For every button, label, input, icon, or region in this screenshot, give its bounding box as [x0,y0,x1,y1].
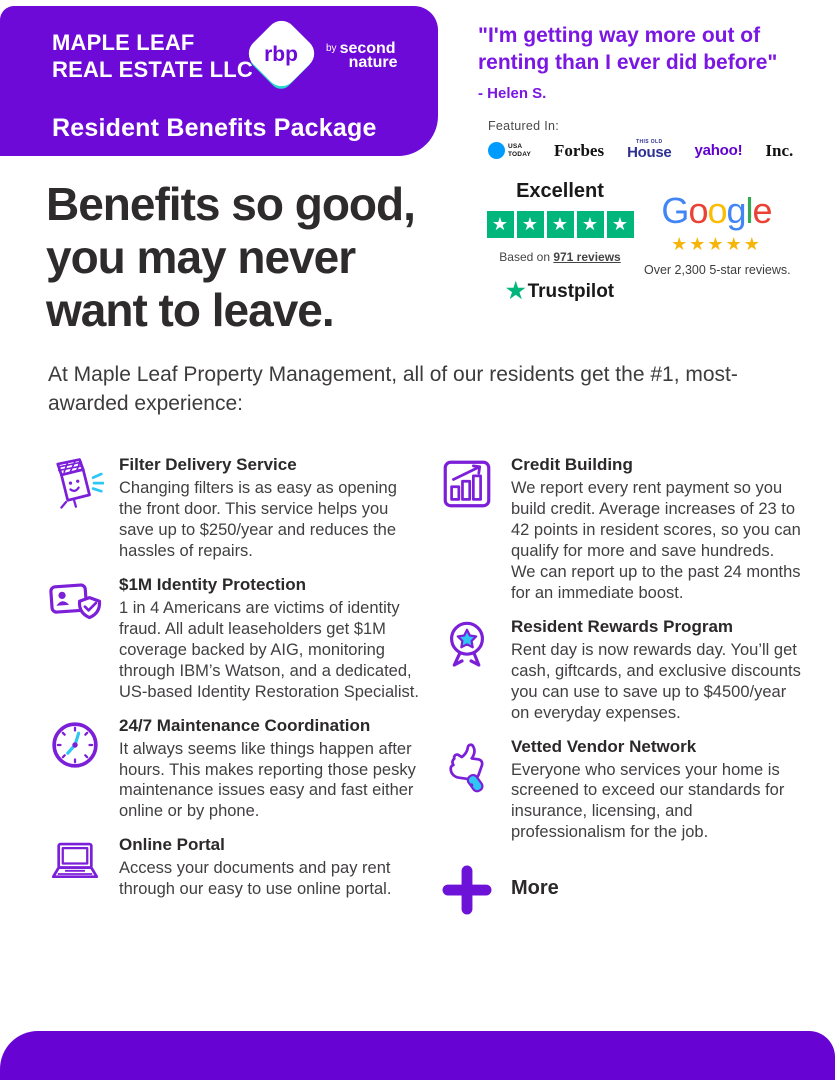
benefit-body: We report every rent payment so you build credit. Average increases of 23 to 42 points in resident scores, so you can qualify for more and save hundreds. We can report up to the past 24 months for an immediate boost. [511,479,801,602]
second-nature-line1: second [339,40,396,57]
testimonial-block [478,22,818,102]
benefit-title: Credit Building [511,455,633,474]
benefit-maintenance [46,716,424,823]
intro-text: At Maple Leaf Property Management, all of our residents get the #1, most-awarded experience: [48,363,738,416]
thumbs-up-icon [438,737,496,795]
plus-icon [438,861,496,919]
google-letter: e [752,190,772,231]
this-old-house-top: THIS OLD [635,139,663,145]
trustpilot-review-block [481,180,639,304]
benefit-body: Access your documents and pay rent through our easy to use online portal. [119,859,392,899]
benefit-title: 24/7 Maintenance Coordination [119,715,371,735]
review-count-link[interactable]: 971 reviews [553,250,621,264]
identity-protection-icon [46,575,104,633]
google-letter: o [707,190,727,231]
usa-today-circle-icon [488,142,505,159]
rbp-wordmark: rbp [264,43,298,66]
benefit-body: Rent day is now rewards day. You’ll get cash, giftcards, and exclusive discounts you can use to save up to $4500/year on everyday expenses. [511,640,801,722]
benefit-credit-building [438,455,803,604]
benefit-title: Resident Rewards Program [511,616,734,636]
based-on-prefix: Based on [499,250,554,264]
trustpilot-logo [481,278,639,304]
benefit-body: It always seems like things happen after hours. This makes reporting those pesky maintenance issues easy and fast either online or by phone. [119,739,416,821]
bottom-bar [0,1031,835,1080]
featured-in-section [488,119,818,161]
rbp-logo [246,22,316,92]
benefit-online-portal [46,835,424,900]
this-old-house-logo [627,140,671,161]
company-name [52,30,253,84]
benefit-filter-delivery [46,455,424,562]
benefit-body: Changing filters is as easy as opening the front door. This service helps you save up to $250/year and reduces the hassles of repairs. [119,479,397,560]
benefit-title: $1M Identity Protection [119,574,307,594]
usa-today-logo [488,142,531,159]
testimonial-quote: "I'm getting way more out of renting than I ever did before" [478,24,778,75]
google-stars-icon: ★★★★★ [671,234,762,254]
benefit-identity-protection [46,575,424,703]
featured-logo-row [488,140,818,161]
clock-icon [46,716,104,774]
benefit-title: More [511,877,559,900]
second-nature-line2: nature [348,54,398,71]
company-name-line1: MAPLE LEAF [52,30,195,55]
trustpilot-wordmark: Trustpilot [527,281,615,302]
google-letter: o [688,190,708,231]
header-block [0,6,438,156]
google-letter: g [726,190,746,231]
this-old-house-main: House [627,144,672,161]
credit-chart-icon [438,455,496,513]
trustpilot-based-on [481,250,639,264]
trustpilot-star-icon: ★ [577,211,604,238]
package-title: Resident Benefits Package [52,114,377,142]
google-letter: G [661,190,689,231]
benefits-right-column [438,455,803,932]
by-label: by [326,43,337,54]
google-review-block [644,190,789,277]
trustpilot-star-glyph-icon: ★ [505,278,526,303]
forbes-logo: Forbes [554,140,605,160]
headline-line3: want to leave. [46,283,334,336]
trustpilot-star-icon: ★ [547,211,574,238]
trustpilot-stars [481,211,639,238]
usa-today-text2: TODAY [508,150,532,158]
benefit-more [438,861,803,919]
trustpilot-star-icon: ★ [607,211,634,238]
benefit-title: Vetted Vendor Network [511,736,697,756]
google-review-caption: Over 2,300 5-star reviews. [644,263,791,277]
benefit-vendor-network [438,737,803,844]
rewards-medal-icon [438,617,496,675]
benefit-rewards-program [438,617,803,724]
filter-delivery-icon [46,455,104,513]
benefits-left-column [46,455,424,913]
testimonial-attribution: - Helen S. [478,84,547,102]
laptop-icon [46,835,104,893]
inc-logo: Inc. [765,140,794,160]
benefit-title: Online Portal [119,835,225,855]
trustpilot-star-icon: ★ [487,211,514,238]
benefit-body: Everyone who services your home is screened to exceed our standards for insurance, licensing, and professionalism for the job. [511,760,785,842]
featured-in-label: Featured In: [488,119,560,133]
headline-line1: Benefits so good, [46,178,415,230]
company-name-line2: REAL ESTATE LLC [52,56,253,82]
usa-today-text1: USA [508,143,523,151]
benefit-body: 1 in 4 Americans are victims of identity fraud. All adult leaseholders get $1M coverage backed by AIG, monitoring through IBM’s Watson, and a dedicated, US-based Identity Restoration Specialist. [119,598,419,701]
google-logo [644,190,789,232]
yahoo-logo: yahoo! [694,142,743,159]
google-letter: l [745,190,753,231]
headline-line2: you may never [46,230,356,283]
trustpilot-rating-label: Excellent [516,180,604,202]
page-headline [46,178,415,337]
trustpilot-star-icon: ★ [517,211,544,238]
second-nature-logo [326,42,397,70]
benefit-title: Filter Delivery Service [119,455,297,474]
